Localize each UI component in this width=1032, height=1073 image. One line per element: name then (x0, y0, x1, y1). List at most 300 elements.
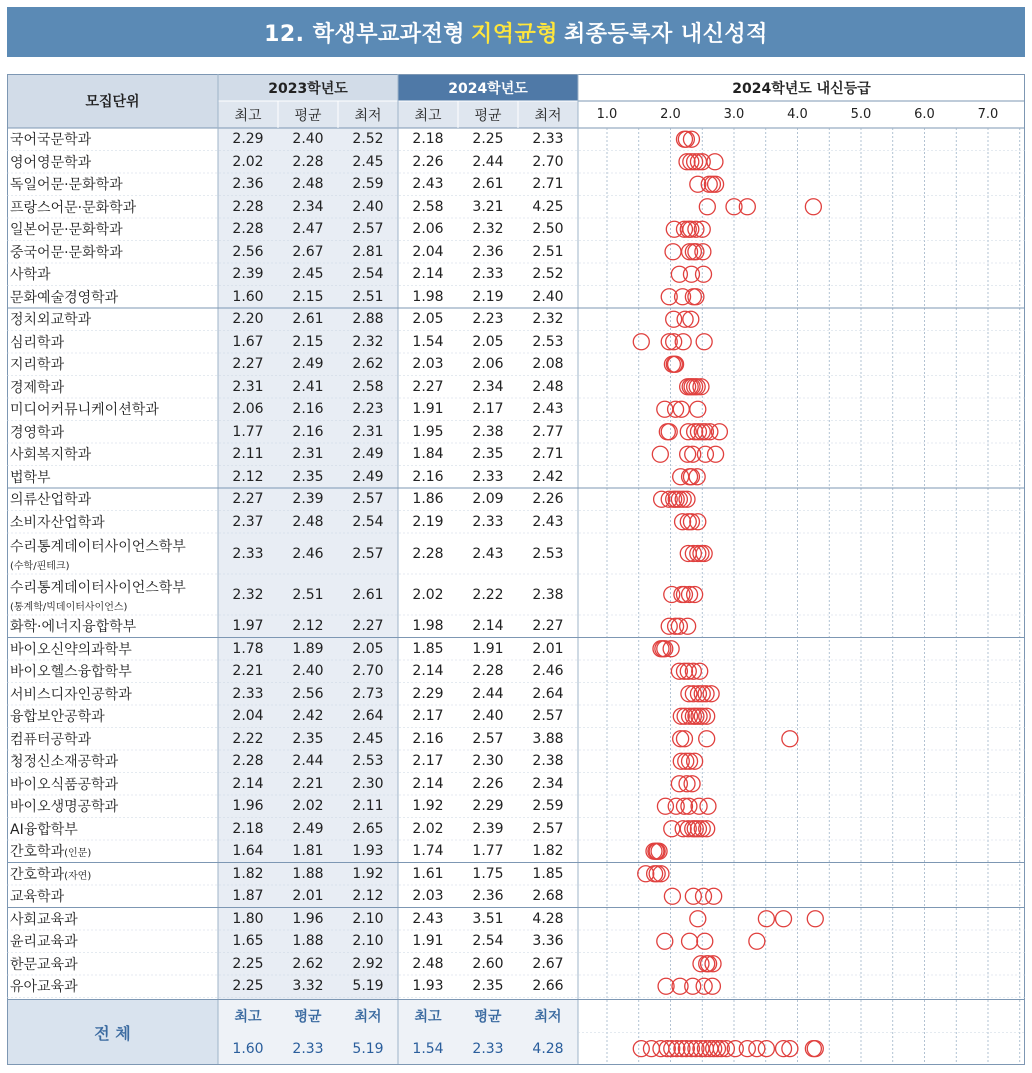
grade-value: 2.53 (532, 545, 564, 562)
grade-value: 2.05 (412, 311, 444, 328)
grade-value: 2.65 (352, 820, 384, 837)
grade-value: 2.17 (412, 708, 444, 725)
grade-value: 2.47 (292, 221, 324, 238)
unit-name (10, 173, 123, 196)
grade-value: 2.20 (232, 311, 264, 328)
grade-value: 2.48 (532, 378, 564, 395)
grade-value: 2.16 (292, 423, 324, 440)
unit-name-text: 영어영문학과 (10, 154, 92, 171)
grade-value: 2.14 (232, 775, 264, 792)
grade-value: 2.43 (412, 176, 444, 193)
unit-name-text: 유아교육과 (10, 979, 78, 996)
unit-name-text: 일본어문·문화학과 (10, 222, 123, 239)
grade-value: 2.45 (352, 153, 384, 170)
grade-value: 2.27 (352, 618, 384, 635)
grade-value: 1.77 (472, 843, 504, 860)
grade-value: 2.73 (352, 685, 384, 702)
unit-name-text: 사회복지학과 (10, 447, 92, 464)
stat-header: 최고 (234, 107, 262, 124)
unit-name (10, 533, 186, 574)
grade-value: 2.40 (292, 663, 324, 680)
grade-value: 2.57 (352, 221, 384, 238)
grade-value: 2.66 (532, 978, 564, 995)
grade-value: 2.54 (352, 266, 384, 283)
unit-name-tag: (인문) (64, 848, 92, 860)
title-suffix: 최종등록자 내신성적 (563, 21, 768, 47)
unit-name-text: 경제학과 (10, 379, 65, 396)
grade-value: 2.43 (472, 545, 504, 562)
unit-name (10, 151, 91, 174)
grade-value: 4.25 (532, 198, 564, 215)
grade-value: 1.91 (412, 401, 444, 418)
grade-value: 2.06 (412, 221, 444, 238)
grade-value: 2.67 (292, 243, 324, 260)
unit-name-text: 미디어커뮤니케이션학과 (10, 402, 159, 419)
grade-value: 2.04 (232, 708, 264, 725)
grade-value: 2.50 (532, 221, 564, 238)
grade-value: 2.43 (412, 910, 444, 927)
grade-value: 2.60 (472, 955, 504, 972)
grade-value: 2.31 (232, 378, 264, 395)
grade-value: 2.27 (532, 618, 564, 635)
grade-value: 2.38 (532, 753, 564, 770)
grade-value: 2.32 (532, 311, 564, 328)
grade-value: 2.45 (292, 266, 324, 283)
grade-value: 2.11 (352, 798, 384, 815)
unit-name (10, 128, 91, 151)
grade-value: 4.28 (532, 910, 564, 927)
grade-value: 2.57 (352, 545, 384, 562)
grade-value: 2.05 (472, 333, 504, 350)
grade-value: 1.80 (232, 910, 264, 927)
grade-value: 2.46 (532, 663, 564, 680)
grade-value: 1.85 (532, 865, 564, 882)
grade-value: 2.64 (532, 685, 564, 702)
grade-value: 2.37 (232, 513, 264, 530)
grade-value: 2.32 (472, 221, 504, 238)
stat-header: 최고 (414, 107, 442, 124)
grade-value: 2.44 (292, 753, 324, 770)
grade-value: 2.61 (472, 176, 504, 193)
grade-value: 2.35 (292, 468, 324, 485)
grade-value: 2.40 (352, 198, 384, 215)
grade-value: 2.08 (532, 356, 564, 373)
grade-value: 1.61 (412, 865, 444, 882)
grade-value: 1.81 (292, 843, 324, 860)
unit-name-text: 한문교육과 (10, 956, 78, 973)
grade-value: 2.52 (352, 131, 384, 148)
grade-value: 2.48 (412, 955, 444, 972)
unit-name-text: 의류산업학과 (10, 492, 92, 509)
grade-value: 2.57 (352, 491, 384, 508)
grade-value: 2.36 (232, 176, 264, 193)
unit-name (10, 353, 64, 376)
grade-value: 2.33 (472, 513, 504, 530)
grade-value: 2.59 (532, 798, 564, 815)
grade-value: 2.01 (532, 640, 564, 657)
grade-value: 2.88 (352, 311, 384, 328)
unit-name-text: 법학부 (10, 469, 51, 486)
grade-value: 2.03 (412, 356, 444, 373)
grade-value: 2.14 (472, 618, 504, 635)
grade-value: 1.78 (232, 640, 264, 657)
grade-value: 2.09 (472, 491, 504, 508)
grade-value: 2.40 (472, 708, 504, 725)
grade-value: 1.77 (232, 423, 264, 440)
grade-value: 2.33 (472, 266, 504, 283)
grade-value: 2.57 (532, 708, 564, 725)
grade-value: 1.85 (412, 640, 444, 657)
grade-value: 2.28 (232, 221, 264, 238)
grade-value: 2.18 (232, 820, 264, 837)
grade-value: 2.32 (232, 586, 264, 603)
grade-value: 2.42 (532, 468, 564, 485)
unit-header: 모집단위 (85, 94, 140, 110)
grade-value: 2.58 (352, 378, 384, 395)
grade-value: 1.84 (412, 446, 444, 463)
total-value: 2.33 (472, 1040, 504, 1057)
unit-name (10, 511, 105, 534)
grade-value: 2.39 (232, 266, 264, 283)
unit-name (10, 975, 78, 998)
grade-value: 1.87 (232, 888, 264, 905)
grade-value: 1.95 (412, 423, 444, 440)
grade-value: 2.32 (352, 333, 384, 350)
unit-name-text: 프랑스어문·문화학과 (10, 199, 137, 216)
grade-value: 2.70 (532, 153, 564, 170)
grade-value: 2.11 (232, 446, 264, 463)
grade-value: 2.25 (232, 955, 264, 972)
unit-name (10, 443, 91, 466)
grade-value: 2.77 (532, 423, 564, 440)
grade-value: 2.39 (472, 820, 504, 837)
unit-name-text: 바이오식품공학과 (10, 776, 119, 793)
grade-value: 2.25 (472, 131, 504, 148)
grade-value: 1.82 (232, 865, 264, 882)
grade-value: 2.51 (532, 243, 564, 260)
grade-value: 1.89 (292, 640, 324, 657)
grade-value: 2.71 (532, 176, 564, 193)
grade-value: 2.33 (532, 131, 564, 148)
unit-name (10, 953, 78, 976)
grade-value: 2.49 (292, 820, 324, 837)
grade-value: 2.52 (532, 266, 564, 283)
grade-value: 1.92 (412, 798, 444, 815)
unit-name-text: 윤리교육과 (10, 934, 78, 951)
unit-name (10, 196, 136, 219)
unit-name (10, 863, 91, 886)
grade-value: 2.16 (292, 401, 324, 418)
grade-value: 2.31 (292, 446, 324, 463)
grade-value: 2.35 (472, 978, 504, 995)
grade-value: 2.14 (412, 663, 444, 680)
grade-value: 2.38 (472, 423, 504, 440)
unit-name-text: 소비자산업학과 (10, 514, 105, 531)
grade-value: 2.02 (292, 798, 324, 815)
grade-value: 2.14 (412, 266, 444, 283)
grade-value: 2.56 (292, 685, 324, 702)
grade-value: 2.15 (292, 288, 324, 305)
grade-value: 1.98 (412, 288, 444, 305)
unit-name (10, 218, 123, 241)
grade-value: 1.88 (292, 933, 324, 950)
grade-value: 1.75 (472, 865, 504, 882)
grade-value: 2.40 (532, 288, 564, 305)
grade-value: 2.02 (412, 586, 444, 603)
grade-value: 1.91 (412, 933, 444, 950)
unit-name (10, 705, 105, 728)
total-value: 5.19 (352, 1040, 384, 1057)
year2024-header: 2024학년도 (448, 80, 528, 97)
grade-value: 2.21 (292, 775, 324, 792)
grade-value: 1.82 (532, 843, 564, 860)
unit-name-text: 서비스디자인공학과 (10, 686, 132, 703)
grade-value: 2.06 (232, 401, 264, 418)
grade-value: 2.62 (292, 955, 324, 972)
grade-value: 2.62 (352, 356, 384, 373)
grade-value: 3.88 (532, 730, 564, 747)
unit-name (10, 421, 64, 444)
grade-value: 2.16 (412, 730, 444, 747)
grade-value: 1.91 (472, 640, 504, 657)
unit-name-text: 수리통계데이터사이언스학부 (10, 579, 186, 596)
chart-tick-label: 4.0 (787, 107, 808, 122)
grade-value: 2.71 (532, 446, 564, 463)
unit-name-text: 문화예술경영학과 (10, 289, 119, 306)
grade-value: 2.21 (232, 663, 264, 680)
grade-value: 2.25 (232, 978, 264, 995)
grade-value: 2.34 (532, 775, 564, 792)
grade-value: 2.23 (352, 401, 384, 418)
unit-name (10, 660, 132, 683)
grade-table (7, 74, 1025, 1065)
grade-value: 2.38 (532, 586, 564, 603)
stat-header: 평균 (474, 107, 502, 124)
grade-value: 2.18 (412, 131, 444, 148)
total-value: 4.28 (532, 1040, 564, 1057)
chart-tick-label: 7.0 (977, 107, 999, 122)
grade-value: 2.12 (352, 888, 384, 905)
grade-value: 1.86 (412, 491, 444, 508)
title-prefix: 12. 학생부교과전형 (264, 21, 465, 47)
grade-value: 2.49 (352, 468, 384, 485)
grade-value: 2.22 (232, 730, 264, 747)
total-value: 1.54 (412, 1040, 444, 1057)
chart-tick-label: 5.0 (850, 107, 872, 122)
unit-name-text: 지리학과 (10, 357, 65, 374)
grade-value: 2.45 (352, 730, 384, 747)
chart-header: 2024학년도 내신등급 (732, 80, 871, 97)
unit-name-text: 정치외교학과 (10, 312, 92, 329)
grade-value: 2.64 (352, 708, 384, 725)
grade-value: 1.74 (412, 843, 444, 860)
unit-name-text: 수리통계데이터사이언스학부 (10, 538, 186, 555)
stat-header: 최저 (354, 107, 382, 124)
grade-value: 2.23 (472, 311, 504, 328)
unit-name-text: AI융합학부 (10, 821, 78, 838)
grade-value: 2.28 (292, 153, 324, 170)
total-stat-header: 최저 (354, 1008, 382, 1025)
unit-name-text: 경영학과 (10, 424, 65, 441)
unit-name (10, 773, 118, 796)
unit-name-sub: (통계학/빅데이터사이언스) (10, 601, 128, 613)
grade-value: 2.36 (472, 243, 504, 260)
grade-value: 1.88 (292, 865, 324, 882)
unit-name (10, 466, 51, 489)
unit-name-text: 컴퓨터공학과 (10, 731, 92, 748)
grade-value: 2.05 (352, 640, 384, 657)
unit-name (10, 818, 78, 841)
grade-value: 2.54 (352, 513, 384, 530)
grade-value: 2.27 (232, 356, 264, 373)
grade-value: 2.42 (292, 708, 324, 725)
grade-value: 2.22 (472, 586, 504, 603)
title-highlight: 지역균형 (470, 21, 558, 47)
grade-value: 2.51 (292, 586, 324, 603)
grade-value: 2.30 (352, 775, 384, 792)
grade-value: 2.61 (352, 586, 384, 603)
grade-value: 2.48 (292, 513, 324, 530)
grade-value: 2.29 (472, 798, 504, 815)
grade-value: 3.51 (472, 910, 504, 927)
grade-value: 2.48 (292, 176, 324, 193)
total-stat-header: 평균 (294, 1008, 322, 1025)
unit-name (10, 750, 118, 773)
grade-value: 2.12 (232, 468, 264, 485)
unit-name (10, 574, 186, 615)
grade-value: 2.59 (352, 176, 384, 193)
unit-name-text: 바이오헬스융합학부 (10, 664, 132, 681)
unit-name (10, 683, 132, 706)
grade-value: 2.19 (472, 288, 504, 305)
grade-value: 2.49 (292, 356, 324, 373)
grade-value: 2.02 (232, 153, 264, 170)
grade-value: 2.35 (292, 730, 324, 747)
total-value: 1.60 (232, 1040, 264, 1057)
grade-value: 2.70 (352, 663, 384, 680)
unit-name-text: 사회교육과 (10, 911, 78, 928)
unit-name-text: 바이오신약의과학부 (10, 641, 132, 658)
total-stat-header: 평균 (474, 1008, 502, 1025)
grade-value: 2.28 (412, 545, 444, 562)
grade-value: 2.33 (472, 468, 504, 485)
grade-value: 2.92 (352, 955, 384, 972)
grade-value: 2.03 (412, 888, 444, 905)
unit-name-text: 화학·에너지융합학부 (10, 619, 137, 636)
grade-value: 2.28 (472, 663, 504, 680)
unit-name (10, 638, 132, 661)
unit-name-text: 심리학과 (10, 334, 65, 351)
grade-value: 1.67 (232, 333, 264, 350)
total-stat-header: 최저 (534, 1008, 562, 1025)
grade-value: 1.92 (352, 865, 384, 882)
grade-value: 2.46 (292, 545, 324, 562)
unit-name (10, 728, 91, 751)
unit-name (10, 488, 91, 511)
grade-value: 2.27 (232, 491, 264, 508)
grade-value: 3.36 (532, 933, 564, 950)
unit-name-text: 독일어문·문화학과 (10, 177, 123, 194)
grade-value: 1.98 (412, 618, 444, 635)
grade-value: 2.26 (532, 491, 564, 508)
unit-name (10, 376, 64, 399)
unit-name (10, 308, 91, 331)
chart-tick-label: 3.0 (723, 107, 745, 122)
unit-name-text: 중국어문·문화학과 (10, 244, 123, 261)
unit-name-sub: (수학/핀테크) (10, 560, 70, 572)
grade-value: 2.01 (292, 888, 324, 905)
grade-value: 2.41 (292, 378, 324, 395)
grade-value: 2.31 (352, 423, 384, 440)
grade-value: 2.44 (472, 685, 504, 702)
stat-header: 최저 (534, 107, 562, 124)
grade-value: 2.17 (472, 401, 504, 418)
unit-name (10, 908, 78, 931)
grade-value: 2.28 (232, 753, 264, 770)
grade-value: 2.57 (532, 820, 564, 837)
grade-value: 2.53 (352, 753, 384, 770)
grade-value: 2.30 (472, 753, 504, 770)
grade-value: 2.04 (412, 243, 444, 260)
chart-tick-label: 1.0 (596, 107, 618, 122)
grade-value: 2.26 (412, 153, 444, 170)
grade-value: 2.34 (292, 198, 324, 215)
unit-name-text: 교육학과 (10, 889, 65, 906)
grade-value: 2.67 (532, 955, 564, 972)
unit-name-text: 청정신소재공학과 (10, 754, 119, 771)
unit-name (10, 885, 64, 908)
grade-value: 2.14 (412, 775, 444, 792)
grade-value: 1.93 (352, 843, 384, 860)
grade-value: 2.57 (472, 730, 504, 747)
year2023-header: 2023학년도 (268, 80, 348, 97)
grade-value: 2.54 (472, 933, 504, 950)
grade-value: 2.26 (472, 775, 504, 792)
unit-name (10, 930, 78, 953)
grade-value: 1.54 (412, 333, 444, 350)
total-stat-header: 최고 (234, 1008, 262, 1025)
grade-value: 2.44 (472, 153, 504, 170)
page-title-banner (7, 7, 1025, 57)
grade-value: 2.61 (292, 311, 324, 328)
grade-value: 2.35 (472, 446, 504, 463)
chart-tick-label: 6.0 (914, 107, 935, 122)
unit-name-text: 간호학과(인문) (10, 844, 92, 861)
unit-name (10, 331, 64, 354)
grade-value: 2.06 (472, 356, 504, 373)
unit-name (10, 286, 118, 309)
grade-value: 2.17 (412, 753, 444, 770)
total-value: 2.33 (292, 1040, 324, 1057)
grade-value: 2.43 (532, 513, 564, 530)
unit-name (10, 263, 51, 286)
grade-value: 1.96 (292, 910, 324, 927)
grade-value: 2.15 (292, 333, 324, 350)
grade-value: 2.39 (292, 491, 324, 508)
unit-name-text: 국어국문학과 (10, 132, 92, 149)
grade-value: 2.10 (352, 933, 384, 950)
grade-value: 2.16 (412, 468, 444, 485)
grade-value: 1.97 (232, 618, 264, 635)
grade-value: 3.32 (292, 978, 324, 995)
grade-value: 2.58 (412, 198, 444, 215)
total-stat-header: 최고 (414, 1008, 442, 1025)
unit-name-text: 간호학과(자연) (10, 866, 92, 883)
stat-header: 평균 (294, 107, 322, 124)
unit-name (10, 241, 123, 264)
grade-value: 2.33 (232, 685, 264, 702)
grade-value: 2.19 (412, 513, 444, 530)
